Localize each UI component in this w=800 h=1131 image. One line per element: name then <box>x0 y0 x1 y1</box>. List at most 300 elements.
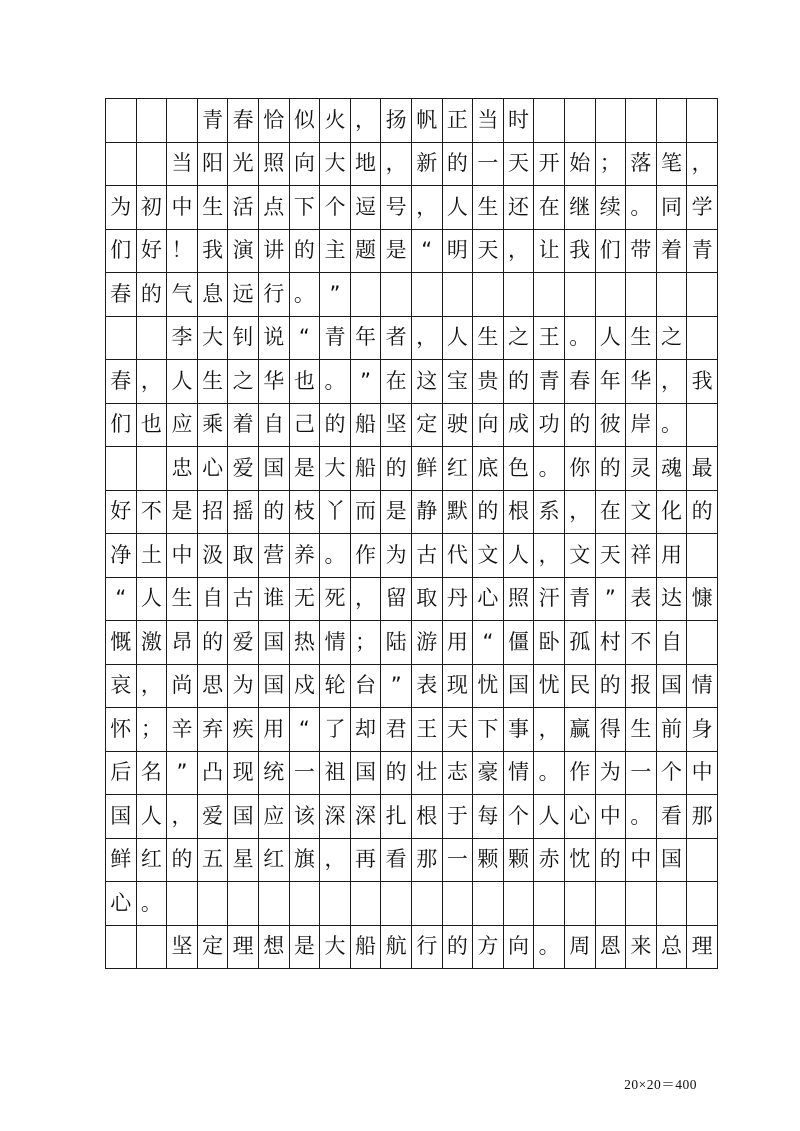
grid-cell-char: 气 <box>167 273 198 317</box>
grid-cell-char: ， <box>503 229 534 273</box>
grid-cell-char: 自 <box>656 621 687 665</box>
grid-cell-empty <box>136 925 167 969</box>
grid-cell-char: 国 <box>656 664 687 708</box>
grid-cell-empty <box>106 142 137 186</box>
grid-cell-char: ， <box>534 534 565 578</box>
writing-grid <box>105 98 713 969</box>
grid-cell-char: 忧 <box>534 664 565 708</box>
grid-cell-char: 忧 <box>473 664 504 708</box>
grid-cell-empty <box>534 273 565 317</box>
grid-cell-empty <box>442 273 473 317</box>
grid-cell-char: 青 <box>564 577 595 621</box>
grid-cell-empty <box>656 882 687 926</box>
grid-cell-char: 赢 <box>564 708 595 752</box>
grid-cell-char: 的 <box>136 273 167 317</box>
grid-cell-empty <box>687 838 718 882</box>
grid-cell-empty <box>136 316 167 360</box>
grid-cell-char: 作 <box>564 751 595 795</box>
grid-cell-char: 心 <box>197 447 228 491</box>
grid-cell-char: 青 <box>320 316 351 360</box>
grid-cell-char: 的 <box>473 490 504 534</box>
grid-cell-char: 摇 <box>228 490 259 534</box>
grid-cell-empty <box>687 316 718 360</box>
grid-cell-char: 一 <box>626 751 657 795</box>
grid-cell-char: 游 <box>411 621 442 665</box>
grid-cell-char: 事 <box>503 708 534 752</box>
grid-cell-char: 天 <box>442 708 473 752</box>
grid-cell-char: 春 <box>106 360 137 404</box>
grid-cell-char: 为 <box>106 186 137 230</box>
grid-cell-char: 枝 <box>289 490 320 534</box>
grid-cell-char: 我 <box>687 360 718 404</box>
grid-cell-empty <box>595 882 626 926</box>
grid-cell-empty <box>687 882 718 926</box>
grid-cell-char: ， <box>411 186 442 230</box>
grid-cell-char: 总 <box>656 925 687 969</box>
grid-cell-empty <box>595 273 626 317</box>
grid-cell-char: 的 <box>289 229 320 273</box>
grid-cell-char: 底 <box>473 447 504 491</box>
grid-cell-char: 理 <box>687 925 718 969</box>
grid-cell-char: 还 <box>503 186 534 230</box>
grid-cell-empty <box>381 882 412 926</box>
grid-cell-char: 照 <box>258 142 289 186</box>
grid-cell-char: 颗 <box>473 838 504 882</box>
grid-cell-char: 于 <box>442 795 473 839</box>
grid-cell-char: 弃 <box>197 708 228 752</box>
grid-cell-char: 似 <box>289 99 320 143</box>
grid-cell-char: 王 <box>411 708 442 752</box>
grid-cell-empty <box>350 273 381 317</box>
grid-cell-char: 报 <box>626 664 657 708</box>
grid-cell-char: ” <box>381 664 412 708</box>
grid-cell-char: 钊 <box>228 316 259 360</box>
grid-cell-char: 国 <box>258 664 289 708</box>
grid-cell-char: 当 <box>473 99 504 143</box>
grid-cell-empty <box>564 99 595 143</box>
grid-cell-char: ， <box>411 316 442 360</box>
grid-cell-char: 是 <box>381 490 412 534</box>
grid-cell-char: 再 <box>350 838 381 882</box>
grid-cell-char: 豪 <box>473 751 504 795</box>
grid-cell-char: 行 <box>258 273 289 317</box>
grid-cell-char: 大 <box>320 447 351 491</box>
grid-cell-char: 的 <box>687 490 718 534</box>
grid-cell-char: 化 <box>656 490 687 534</box>
grid-cell-char: 深 <box>320 795 351 839</box>
grid-cell-char: 国 <box>503 664 534 708</box>
grid-cell-char: 文 <box>564 534 595 578</box>
grid-cell-empty <box>656 99 687 143</box>
grid-cell-char: 人 <box>167 360 198 404</box>
grid-cell-char: 同 <box>656 186 687 230</box>
grid-cell-char: 人 <box>136 577 167 621</box>
grid-cell-char: 思 <box>197 664 228 708</box>
grid-cell-char: 。 <box>534 925 565 969</box>
grid-cell-char: 村 <box>595 621 626 665</box>
grid-cell-empty <box>687 273 718 317</box>
grid-cell-char: 航 <box>381 925 412 969</box>
grid-cell-char: 取 <box>411 577 442 621</box>
grid-cell-char: 根 <box>503 490 534 534</box>
grid-table <box>105 98 718 969</box>
grid-cell-char: 理 <box>228 925 259 969</box>
grid-cell-char: 中 <box>167 186 198 230</box>
grid-cell-char: 凸 <box>197 751 228 795</box>
grid-cell-char: 土 <box>136 534 167 578</box>
grid-row <box>106 751 718 795</box>
grid-cell-char: ； <box>595 142 626 186</box>
grid-cell-char: ” <box>595 577 626 621</box>
grid-cell-empty <box>626 273 657 317</box>
grid-cell-char: 年 <box>595 360 626 404</box>
grid-cell-char: 红 <box>258 838 289 882</box>
grid-cell-char: 哀 <box>106 664 137 708</box>
grid-cell-empty <box>442 882 473 926</box>
grid-cell-char: 文 <box>626 490 657 534</box>
grid-cell-char: 汗 <box>534 577 565 621</box>
grid-cell-char: 想 <box>258 925 289 969</box>
grid-cell-char: ， <box>136 664 167 708</box>
grid-cell-char: 当 <box>167 142 198 186</box>
grid-cell-char: ， <box>564 490 595 534</box>
grid-cell-empty <box>503 273 534 317</box>
grid-cell-char: 不 <box>136 490 167 534</box>
grid-cell-char: 星 <box>228 838 259 882</box>
grid-cell-char: 春 <box>564 360 595 404</box>
grid-cell-char: 而 <box>350 490 381 534</box>
grid-cell-char: 国 <box>106 795 137 839</box>
grid-cell-char: 那 <box>687 795 718 839</box>
grid-cell-char: 爱 <box>228 621 259 665</box>
grid-cell-char: 生 <box>197 186 228 230</box>
grid-cell-char: 向 <box>473 403 504 447</box>
grid-cell-char: 行 <box>411 925 442 969</box>
grid-cell-char: 看 <box>656 795 687 839</box>
grid-cell-char: 忱 <box>564 838 595 882</box>
grid-cell-char: 你 <box>564 447 595 491</box>
grid-cell-char: 。 <box>320 360 351 404</box>
grid-cell-empty <box>503 882 534 926</box>
grid-cell-char: 爱 <box>197 795 228 839</box>
grid-row <box>106 664 718 708</box>
grid-cell-char: 光 <box>228 142 259 186</box>
grid-cell-char: “ <box>289 316 320 360</box>
grid-cell-empty <box>381 273 412 317</box>
grid-row <box>106 99 718 143</box>
grid-cell-char: 天 <box>473 229 504 273</box>
grid-cell-empty <box>136 99 167 143</box>
grid-cell-char: 魂 <box>656 447 687 491</box>
grid-cell-char: 。 <box>656 403 687 447</box>
grid-cell-char: 的 <box>320 403 351 447</box>
grid-cell-empty <box>473 882 504 926</box>
grid-cell-char: 生 <box>626 708 657 752</box>
grid-cell-char: 让 <box>534 229 565 273</box>
grid-cell-char: 也 <box>136 403 167 447</box>
grid-cell-char: 静 <box>411 490 442 534</box>
grid-cell-char: 我 <box>197 229 228 273</box>
grid-cell-char: 青 <box>687 229 718 273</box>
grid-cell-char: 情 <box>503 751 534 795</box>
grid-cell-char: 志 <box>442 751 473 795</box>
grid-cell-char: 孤 <box>564 621 595 665</box>
grid-cell-char: 人 <box>503 534 534 578</box>
grid-cell-char: 每 <box>473 795 504 839</box>
grid-cell-char: 船 <box>350 925 381 969</box>
grid-cell-char: 谁 <box>258 577 289 621</box>
grid-cell-char: 。 <box>626 186 657 230</box>
grid-cell-char: 无 <box>289 577 320 621</box>
grid-cell-char: 演 <box>228 229 259 273</box>
grid-cell-char: 之 <box>656 316 687 360</box>
grid-cell-char: “ <box>473 621 504 665</box>
grid-cell-empty <box>564 273 595 317</box>
grid-cell-char: 的 <box>381 751 412 795</box>
grid-cell-char: 宝 <box>442 360 473 404</box>
grid-cell-char: 现 <box>228 751 259 795</box>
grid-cell-empty <box>687 403 718 447</box>
grid-cell-empty <box>595 99 626 143</box>
grid-cell-char: 这 <box>411 360 442 404</box>
grid-cell-char: 五 <box>197 838 228 882</box>
grid-cell-char: 净 <box>106 534 137 578</box>
grid-cell-char: ， <box>534 708 565 752</box>
grid-cell-char: 息 <box>197 273 228 317</box>
grid-cell-char: 国 <box>350 751 381 795</box>
grid-cell-empty <box>687 99 718 143</box>
grid-cell-char: 得 <box>595 708 626 752</box>
grid-cell-char: 尚 <box>167 664 198 708</box>
grid-cell-char: 身 <box>687 708 718 752</box>
grid-cell-char: 扎 <box>381 795 412 839</box>
grid-cell-empty <box>534 99 565 143</box>
grid-cell-char: 者 <box>381 316 412 360</box>
grid-cell-char: 轮 <box>320 664 351 708</box>
grid-cell-char: 远 <box>228 273 259 317</box>
grid-cell-char: 。 <box>320 534 351 578</box>
grid-cell-char: 红 <box>136 838 167 882</box>
grid-cell-char: 方 <box>473 925 504 969</box>
grid-cell-empty <box>626 882 657 926</box>
grid-cell-char: 昂 <box>167 621 198 665</box>
grid-cell-char: 人 <box>595 316 626 360</box>
grid-cell-char: 前 <box>656 708 687 752</box>
grid-cell-empty <box>411 882 442 926</box>
grid-cell-char: 一 <box>289 751 320 795</box>
grid-cell-char: 代 <box>442 534 473 578</box>
grid-cell-empty <box>106 99 137 143</box>
grid-cell-empty <box>687 621 718 665</box>
grid-cell-char: 。 <box>534 447 565 491</box>
grid-cell-char: 天 <box>595 534 626 578</box>
grid-cell-char: 。 <box>534 751 565 795</box>
grid-cell-empty <box>167 882 198 926</box>
grid-cell-char: 情 <box>687 664 718 708</box>
grid-cell-char: 文 <box>473 534 504 578</box>
grid-cell-char: 疾 <box>228 708 259 752</box>
grid-cell-char: 向 <box>289 142 320 186</box>
grid-cell-empty <box>197 882 228 926</box>
grid-cell-char: 带 <box>626 229 657 273</box>
grid-cell-char: 春 <box>228 99 259 143</box>
grid-cell-char: 自 <box>197 577 228 621</box>
grid-cell-char: ” <box>350 360 381 404</box>
grid-cell-char: 用 <box>656 534 687 578</box>
grid-cell-char: 华 <box>258 360 289 404</box>
grid-cell-char: 的 <box>564 403 595 447</box>
grid-cell-char: ， <box>350 99 381 143</box>
grid-cell-char: 壮 <box>411 751 442 795</box>
grid-row <box>106 577 718 621</box>
grid-cell-char: 己 <box>289 403 320 447</box>
grid-cell-char: 阳 <box>197 142 228 186</box>
grid-cell-char: 国 <box>656 838 687 882</box>
grid-cell-char: 旗 <box>289 838 320 882</box>
grid-cell-char: 国 <box>258 621 289 665</box>
grid-cell-char: 为 <box>595 751 626 795</box>
grid-cell-char: 号 <box>381 186 412 230</box>
grid-cell-char: 应 <box>258 795 289 839</box>
grid-cell-char: 情 <box>320 621 351 665</box>
grid-cell-char: 营 <box>258 534 289 578</box>
grid-cell-char: 新 <box>411 142 442 186</box>
grid-cell-char: 题 <box>350 229 381 273</box>
grid-cell-char: 中 <box>626 838 657 882</box>
grid-row <box>106 708 718 752</box>
grid-cell-char: 大 <box>320 142 351 186</box>
grid-cell-char: 慷 <box>687 577 718 621</box>
grid-cell-char: 们 <box>106 403 137 447</box>
grid-cell-empty <box>136 142 167 186</box>
grid-cell-char: 生 <box>626 316 657 360</box>
grid-cell-char: 色 <box>503 447 534 491</box>
grid-cell-char: 定 <box>197 925 228 969</box>
grid-cell-char: 恩 <box>595 925 626 969</box>
grid-cell-char: 学 <box>687 186 718 230</box>
grid-cell-char: 一 <box>473 142 504 186</box>
grid-cell-char: 周 <box>564 925 595 969</box>
grid-cell-char: 留 <box>381 577 412 621</box>
grid-cell-char: 好 <box>136 229 167 273</box>
grid-cell-char: 照 <box>503 577 534 621</box>
grid-cell-char: 根 <box>411 795 442 839</box>
grid-cell-char: 的 <box>197 621 228 665</box>
grid-cell-char: 向 <box>503 925 534 969</box>
grid-cell-char: 说 <box>258 316 289 360</box>
grid-cell-empty <box>167 99 198 143</box>
grid-cell-empty <box>656 273 687 317</box>
grid-cell-char: 开 <box>534 142 565 186</box>
grid-cell-char: 辛 <box>167 708 198 752</box>
grid-cell-char: ， <box>687 142 718 186</box>
grid-cell-empty <box>136 447 167 491</box>
grid-cell-char: 统 <box>258 751 289 795</box>
grid-cell-char: 天 <box>503 142 534 186</box>
grid-cell-char: 自 <box>258 403 289 447</box>
grid-cell-char: 们 <box>595 229 626 273</box>
grid-cell-char: 却 <box>350 708 381 752</box>
grid-cell-char: ， <box>167 795 198 839</box>
grid-cell-char: 是 <box>381 229 412 273</box>
grid-cell-char: 续 <box>595 186 626 230</box>
grid-cell-char: 人 <box>442 186 473 230</box>
grid-cell-char: 的 <box>442 925 473 969</box>
grid-cell-char: 的 <box>595 664 626 708</box>
grid-cell-char: 祥 <box>626 534 657 578</box>
grid-row <box>106 186 718 230</box>
grid-cell-char: 初 <box>136 186 167 230</box>
grid-cell-empty <box>320 882 351 926</box>
grid-cell-char: 汲 <box>197 534 228 578</box>
grid-cell-empty <box>473 273 504 317</box>
grid-cell-char: 的 <box>258 490 289 534</box>
grid-cell-char: 生 <box>197 360 228 404</box>
grid-cell-char: ， <box>320 838 351 882</box>
grid-cell-char: 用 <box>258 708 289 752</box>
grid-row <box>106 490 718 534</box>
grid-cell-char: 招 <box>197 490 228 534</box>
grid-cell-char: 王 <box>534 316 565 360</box>
grid-cell-char: 为 <box>228 664 259 708</box>
grid-cell-char: 。 <box>136 882 167 926</box>
grid-cell-char: 定 <box>411 403 442 447</box>
grid-cell-char: 生 <box>473 186 504 230</box>
grid-cell-char: 名 <box>136 751 167 795</box>
grid-cell-char: 僵 <box>503 621 534 665</box>
grid-cell-char: 我 <box>564 229 595 273</box>
grid-cell-char: 鲜 <box>411 447 442 491</box>
grid-cell-char: 国 <box>258 447 289 491</box>
grid-cell-char: 青 <box>197 99 228 143</box>
grid-cell-char: 。 <box>289 273 320 317</box>
grid-cell-char: 爱 <box>228 447 259 491</box>
grid-cell-char: 慨 <box>106 621 137 665</box>
grid-cell-char: 年 <box>350 316 381 360</box>
grid-cell-char: 的 <box>503 360 534 404</box>
grid-cell-char: 是 <box>289 447 320 491</box>
grid-cell-char: 正 <box>442 99 473 143</box>
grid-cell-char: ； <box>136 708 167 752</box>
grid-cell-char: 明 <box>442 229 473 273</box>
grid-cell-char: 表 <box>626 577 657 621</box>
grid-cell-char: 热 <box>289 621 320 665</box>
grid-cell-empty <box>626 99 657 143</box>
grid-body <box>106 99 718 969</box>
grid-cell-empty <box>564 882 595 926</box>
grid-row <box>106 403 718 447</box>
grid-cell-char: 是 <box>167 490 198 534</box>
grid-cell-empty <box>228 882 259 926</box>
grid-row <box>106 229 718 273</box>
grid-row <box>106 838 718 882</box>
grid-cell-char: ” <box>320 273 351 317</box>
grid-cell-char: 春 <box>106 273 137 317</box>
grid-cell-char: 乘 <box>197 403 228 447</box>
grid-cell-char: 讲 <box>258 229 289 273</box>
grid-cell-char: 深 <box>350 795 381 839</box>
grid-cell-char: 那 <box>411 838 442 882</box>
grid-cell-char: 心 <box>106 882 137 926</box>
grid-cell-char: 现 <box>442 664 473 708</box>
grid-cell-char: 的 <box>381 447 412 491</box>
grid-cell-char: 古 <box>411 534 442 578</box>
grid-cell-char: 主 <box>320 229 351 273</box>
grid-row <box>106 882 718 926</box>
grid-cell-char: 。 <box>564 316 595 360</box>
grid-cell-char: 坚 <box>167 925 198 969</box>
grid-cell-char: 始 <box>564 142 595 186</box>
